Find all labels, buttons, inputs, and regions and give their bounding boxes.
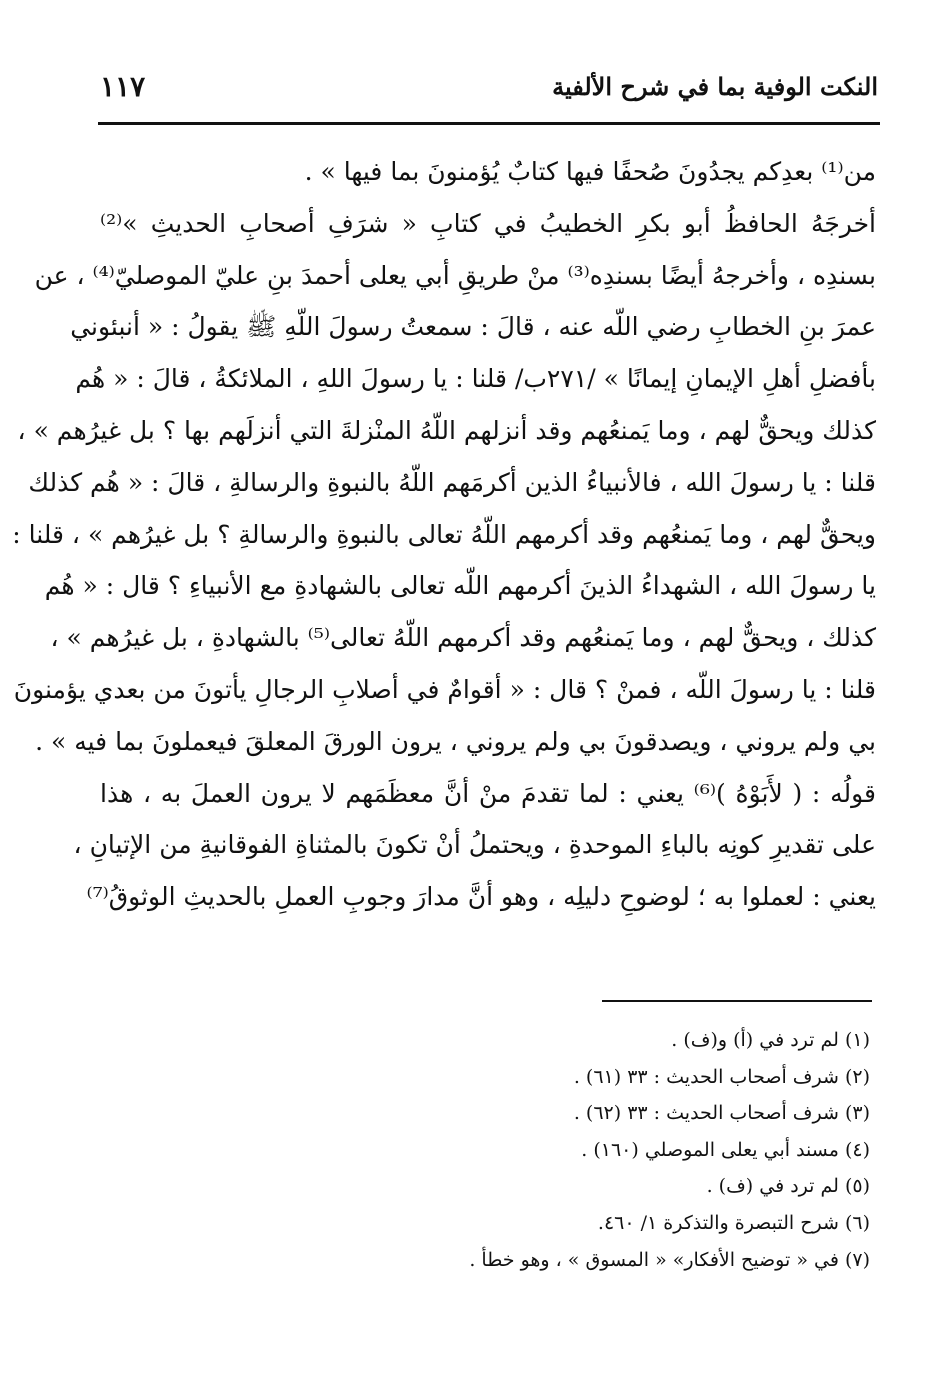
body-text <box>12 146 876 923</box>
body-line: قلنا : يا رسولَ اللّه ، فمنْ ؟ قال : « أقوامٌ في أصلابِ الرجالِ يأتونَ من بعدي يؤمنونَ <box>13 674 876 704</box>
footnote: (٢) شرف أصحاب الحديث : ٣٣ (٦١) . <box>573 1065 870 1088</box>
footnote: (١) لم ترد في (أ) و(ف) . <box>671 1029 870 1051</box>
body-line: بي ولم يروني ، ويصدقونَ بي ولم يروني ، يرون الورقَ المعلقَ فيعملونَ بما فيه » . <box>35 726 876 756</box>
footnote: (٣) شرف أصحاب الحديث : ٣٣ (٦٢) . <box>573 1102 870 1125</box>
footnote: (٦) شرح التبصرة والتذكرة ١/ ٤٦٠. <box>597 1211 870 1234</box>
body-line: أخرجَهُ الحافظُ أبو بكرِ الخطيبُ في كتابِ « شرَفِ أصحابِ الحديثِ »⁽²⁾ <box>100 208 876 238</box>
footnote: (٤) مسند أبي يعلى الموصلي (١٦٠) . <box>581 1138 870 1161</box>
body-line: بسندِه ، وأخرجهُ أيضًا بسندِه⁽³⁾ منْ طريقِ أبي يعلى أحمدَ بنِ عليّ الموصليّ⁽⁴⁾ ، عن <box>34 260 876 290</box>
footnotes <box>300 1022 870 1278</box>
page-header <box>100 72 878 116</box>
body-line: قلنا : يا رسولَ الله ، فالأنبياءُ الذين أكرمَهم اللّهُ بالنبوةِ والرسالةِ ، قالَ : « هُم كذلك <box>28 467 876 497</box>
body-line: من⁽¹⁾ بعدِكم يجدُونَ صُحفًا فيها كتابٌ يُؤمنونَ بما فيها » . <box>304 157 876 186</box>
footnote: (٥) لم ترد في (ف) . <box>706 1175 870 1198</box>
body-line: يا رسولَ الله ، الشهداءُ الذينَ أكرمهم اللّه تعالى بالشهادةِ مع الأنبياءِ ؟ قال : « هُم <box>44 571 876 601</box>
body-line: كذلك ويحقٌّ لهم ، وما يَمنعُهم وقد أنزلهم اللّهُ المنْزلةَ التي أنزلَهم بها ؟ بل غيرُهم » ، <box>17 415 876 445</box>
header-rule <box>98 122 880 125</box>
footnote: (٧) في « توضيح الأفكار» « المسوق » ، وهو خطأ . <box>469 1248 870 1271</box>
body-line: على تقديرِ كونِه بالباءِ الموحدةِ ، ويحتملُ أنْ تكونَ بالمثناةِ الفوقانيةِ من الإتيانِ ، <box>73 830 876 860</box>
body-line: يعني : لعملوا به ؛ لوضوحِ دليلِه ، وهو أنَّ مدارَ وجوبِ العملِ بالحديثِ الوثوقُ⁽⁷⁾ <box>86 882 876 912</box>
page-number: ١١٧ <box>100 70 146 103</box>
footnote-separator <box>602 1000 872 1002</box>
body-line: عمرَ بنِ الخطابِ رضي اللّه عنه ، قالَ : سمعتُ رسولَ اللّهِ ﷺ يقولُ : « أنبئوني <box>70 312 876 342</box>
body-line: ويحقٌّ لهم ، وما يَمنعُهم وقد أكرمهم اللّهُ تعالى بالنبوةِ والرسالةِ ؟ بل غيرُهم » ، قلنا : <box>12 519 876 549</box>
body-line: كذلك ، ويحقٌّ لهم ، وما يَمنعُهم وقد أكرمهم اللّهُ تعالى⁽⁵⁾ بالشهادةِ ، بل غيرُهم » ، <box>50 623 876 653</box>
body-line: قولُه : ( لأَبَوْهُ )⁽⁶⁾ يعني : لما تقدمَ منْ أنَّ معظَمَهم لا يرون العملَ به ، هذا <box>100 778 876 808</box>
body-line: بأفضلِ أهلِ الإيمانِ إيمانًا » /٢٧١ب/ قلنا : يا رسولَ اللهِ ، الملائكةُ ، قالَ : « هُم <box>75 364 876 394</box>
running-title: النكت الوفية بما في شرح الألفية <box>552 72 878 101</box>
